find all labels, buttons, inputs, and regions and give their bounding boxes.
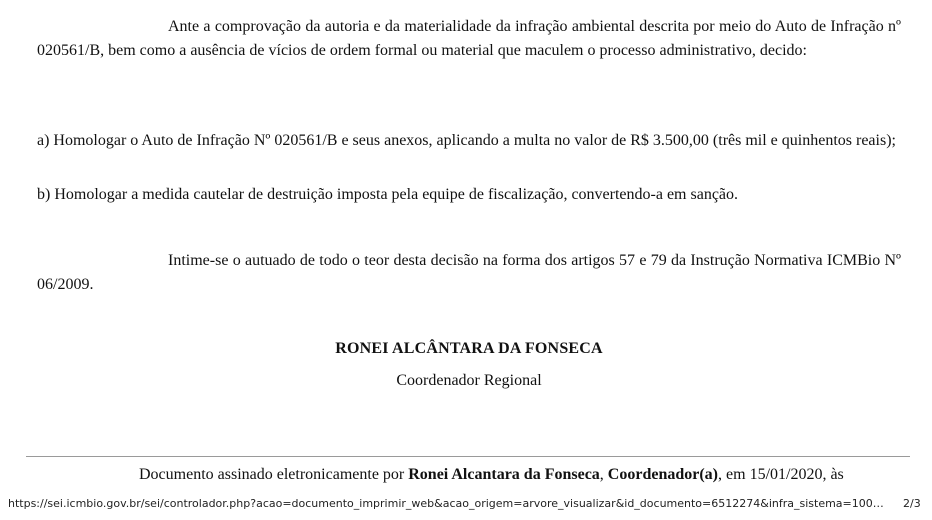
electronic-signature-note bbox=[139, 463, 844, 487]
page-number: 2/3 bbox=[903, 497, 921, 510]
signer-name: Ronei Alcantara da Fonseca bbox=[408, 466, 600, 483]
decision-paragraph: Ante a comprovação da autoria e da materialidade da infração ambiental descrita por meio do Auto de Infração nº 020561/B, bem como a ausência de vícios de ordem formal ou material que maculem o processo administrativo, decido: bbox=[37, 18, 901, 59]
signature-note-separator: , bbox=[599, 466, 608, 483]
decision-item-b: b) Homologar a medida cautelar de destruição imposta pela equipe de fiscalização, convertendo-a em sanção. bbox=[37, 186, 739, 203]
print-footer-url: https://sei.icmbio.gov.br/sei/controlador.php?acao=documento_imprimir_web&acao_origem=arvore_visualizar&id_documento=6512274&infra_sistema=100… bbox=[8, 497, 884, 510]
document-page bbox=[37, 0, 901, 520]
signatory-name: RONEI ALCÂNTARA DA FONSECA bbox=[335, 340, 603, 357]
notification-paragraph: Intime-se o autuado de todo o teor desta decisão na forma dos artigos 57 e 79 da Instrução Normativa ICMBio Nº 06/2009. bbox=[37, 252, 901, 293]
decision-item-a: a) Homologar o Auto de Infração Nº 020561/B e seus anexos, aplicando a multa no valor de R$ 3.500,00 (três mil e quinhentos reais); bbox=[37, 132, 896, 149]
signature-divider bbox=[26, 456, 910, 457]
signature-note-date: , em 15/01/2020, às bbox=[718, 466, 844, 483]
signature-note-prefix: Documento assinado eletronicamente por bbox=[139, 466, 409, 483]
signer-role: Coordenador(a) bbox=[607, 466, 719, 483]
signatory-role: Coordenador Regional bbox=[396, 372, 542, 389]
